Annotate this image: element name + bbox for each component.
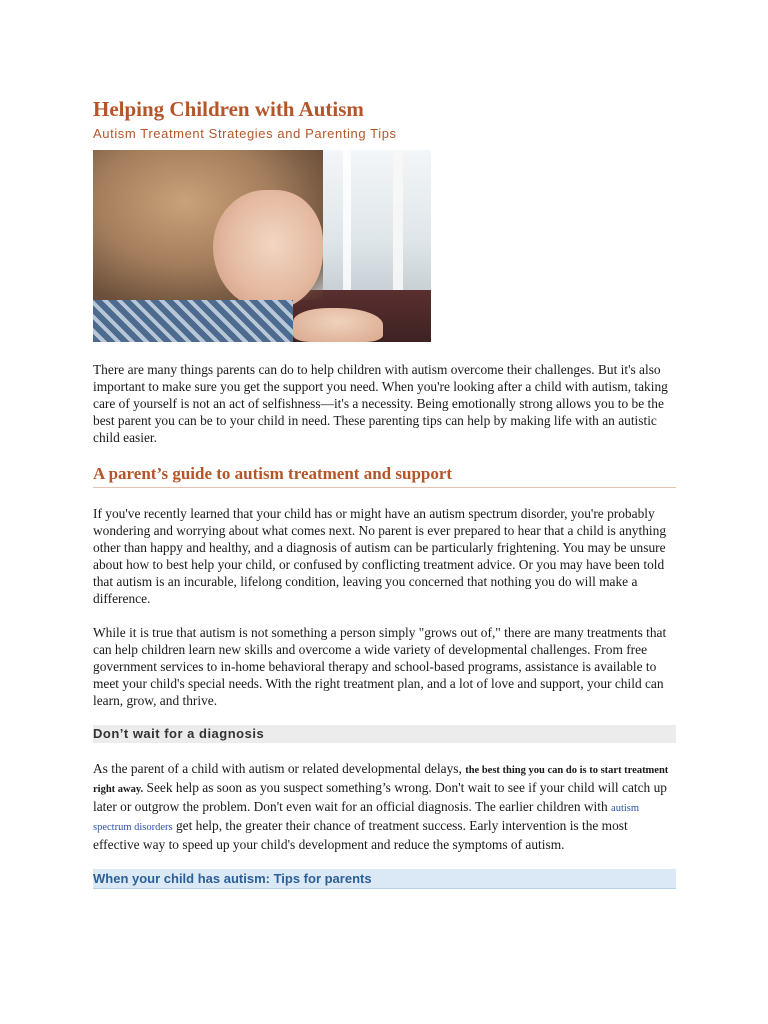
child-photo: [93, 150, 431, 342]
diagnosis-text-start: As the parent of a child with autism or related developmental delays,: [93, 761, 466, 776]
autism-spectrum-link[interactable]: autism spectrum disorders: [93, 803, 640, 833]
page-title: Helping Children with Autism: [93, 97, 364, 121]
photo-window: [308, 150, 431, 300]
intro-paragraph: There are many things parents can do to help children with autism overcome their challenges. But it's also important to make sure you get the support you need. When you're looking after a child with autism, taking care of yourself is not an act of selfishness—it's a necessity. Being emotionally strong allows you to be the best parent you can be to your child in need. These parenting tips can help by making life with an autistic child easier.: [93, 362, 668, 445]
guide-paragraph-1: If you've recently learned that your child has or might have an autism spectrum disorder, you're probably wondering and worrying about what comes next. No parent is ever prepared to hear that a child is anything other than happy and healthy, and a diagnosis of autism can be particularly frightening. You may be unsure about how to best help your child, or confused by conflicting treatment advice. Or you may have been told that autism is an incurable, lifelong condition, leaving you concerned that nothing you do will make a difference.: [93, 506, 667, 606]
diagnosis-text-end: get help, the greater their chance of treatment success. Early intervention is the most effective way to speed up your child's development and reduce the symptoms of autism.: [93, 818, 628, 852]
article: [93, 96, 676, 889]
diagnosis-text-mid: Seek help as soon as you suspect something’s wrong. Don't wait to see if your child will catch up later or outgrow the problem. Don't even wait for an official diagnosis. The earlier children with: [93, 780, 667, 814]
section-heading-diagnosis: Don’t wait for a diagnosis: [93, 725, 676, 743]
guide-paragraph-2: While it is true that autism is not something a person simply "grows out of," there are many treatments that can help children learn new skills and overcome a wide variety of developmental challenges. From free government services to in-home behavioral therapy and school-based programs, assistance is available to meet your child's special needs. With the right treatment plan, and a lot of love and support, your child can learn, grow, and thrive.: [93, 625, 667, 708]
section-heading-guide: A parent’s guide to autism treatment and support: [93, 463, 676, 488]
diagnosis-paragraph: [93, 760, 676, 853]
section-heading-tips: When your child has autism: Tips for parents: [93, 869, 676, 889]
diagnosis-emphasis: the best thing you can do is to start treatment right away.: [93, 765, 669, 795]
page-subtitle: Autism Treatment Strategies and Parenting Tips: [93, 126, 397, 141]
